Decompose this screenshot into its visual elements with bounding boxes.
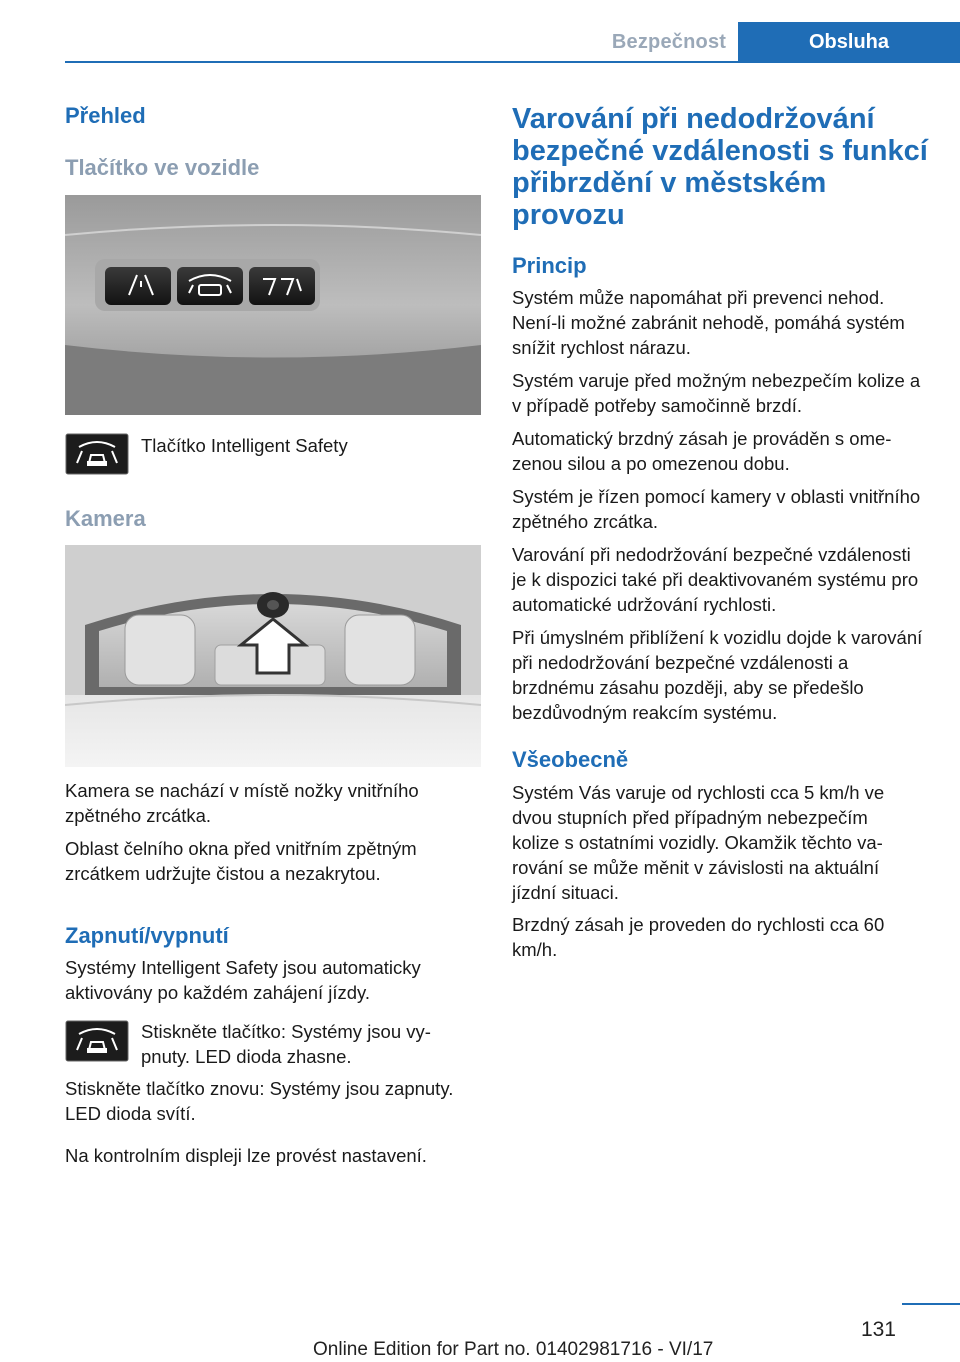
header-rule bbox=[65, 61, 960, 63]
onoff-title: Zapnutí/vypnutí bbox=[65, 923, 229, 948]
principle-paragraph-5: Varování při nedodržování bezpečné vzdálenosti je k dispozici také při deaktivovaném systému pro automatické udržování rychlosti. bbox=[512, 544, 919, 615]
page-number: 131 bbox=[860, 1318, 896, 1341]
section-title-prehled: Přehled bbox=[65, 103, 146, 128]
footer-rule bbox=[902, 1303, 960, 1305]
principle-paragraph-4: Systém je řízen pomocí kamery v oblasti vnitřního zpětného zrcátka. bbox=[512, 486, 921, 532]
principle-paragraph-3: Automatický brzdný zásah je prováděn s omezenou silou a po omezenou dobu. bbox=[512, 428, 892, 474]
camera-paragraph-1: Kamera se nachází v místě nožky vnitřního zpětného zrcátka. bbox=[65, 780, 419, 826]
intelligent-safety-icon-2 bbox=[65, 1020, 129, 1062]
onoff-icon-text: Stiskněte tlačítko: Systémy jsou vypnuty. LED dioda zhasne. bbox=[141, 1021, 431, 1067]
general-title: Všeobecně bbox=[512, 747, 629, 772]
principle-title: Princip bbox=[512, 253, 587, 278]
camera-photo bbox=[65, 545, 481, 767]
principle-paragraph-6: Při úmyslném přiblížení k vozidlu dojde k varování při nedodržování bezpečné vzdálenosti a brzdnému zásahu později, aby se předešlo bezdůvodným reakcím systému. bbox=[512, 627, 923, 723]
principle-paragraph-2: Systém varuje před možným nebezpečím kolize a v případě potřeby samočinně brzdí. bbox=[512, 370, 921, 416]
subtitle-camera: Kamera bbox=[65, 506, 146, 531]
button-panel-photo bbox=[65, 195, 481, 415]
onoff-paragraph-3: Na kontrolním displeji lze provést nastavení. bbox=[65, 1145, 427, 1166]
onoff-paragraph-2: Stiskněte tlačítko znovu: Systémy jsou zapnuty. LED dioda svítí. bbox=[65, 1078, 454, 1124]
subtitle-button-in-car: Tlačítko ve vozidle bbox=[65, 155, 260, 180]
tab-obsluha[interactable]: Obsluha bbox=[738, 22, 960, 62]
general-paragraph-2: Brzdný zásah je proveden do rychlosti cca 60 km/h. bbox=[512, 914, 885, 960]
button-caption: Tlačítko Intelligent Safety bbox=[141, 435, 348, 456]
general-paragraph-1: Systém Vás varuje od rychlosti cca 5 km/h ve dvou stupních před případným nebezpečím kolize s ostatními vozidly. Okamžik těchto varování se může měnit v závislosti na aktuální jízdní situaci. bbox=[512, 782, 885, 903]
onoff-paragraph-1: Systémy Intelligent Safety jsou automaticky aktivovány po každém zahájení jízdy. bbox=[65, 957, 421, 1003]
principle-paragraph-1: Systém může napomáhat při prevenci nehod. Není-li možné zabránit nehodě, pomáhá systém snížit rychlost nárazu. bbox=[512, 287, 905, 358]
header-tabs bbox=[600, 22, 960, 62]
footer-edition: Online Edition for Part no. 01402981716 - VI/17 bbox=[313, 1339, 714, 1360]
section-title-distance-warning: Varování při nedodržování bezpečné vzdálenosti s funkcí přibrzdění v městském provozu bbox=[512, 103, 928, 231]
tab-bezpecnost[interactable]: Bezpečnost bbox=[611, 30, 727, 53]
intelligent-safety-icon bbox=[65, 433, 129, 475]
camera-paragraph-2: Oblast čelního okna před vnitřním zpětným zrcátkem udržujte čistou a nezakrytou. bbox=[65, 838, 417, 884]
